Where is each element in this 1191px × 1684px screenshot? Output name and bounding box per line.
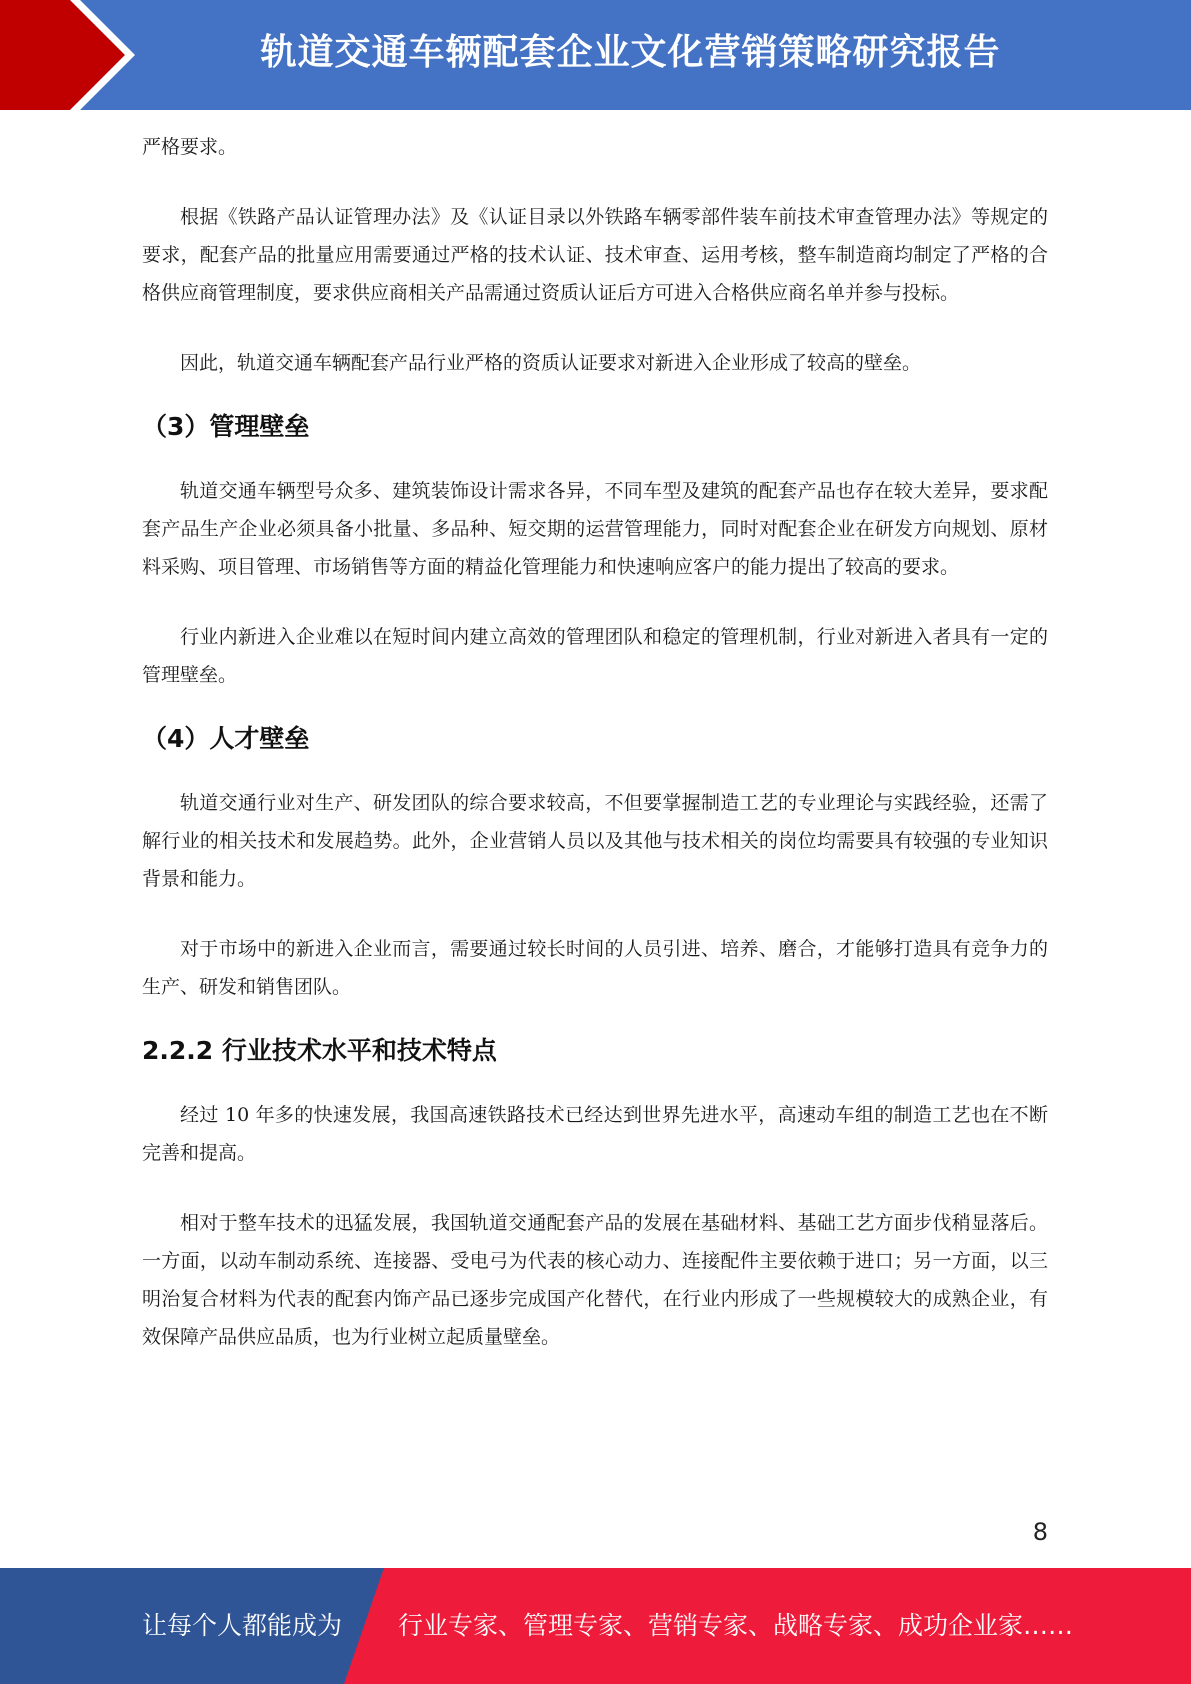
footer-slogan-right: 行业专家、管理专家、营销专家、战略专家、成功企业家…… — [398, 1611, 1074, 1640]
paragraph: 行业内新进入企业难以在短时间内建立高效的管理团队和稳定的管理机制，行业对新进入者具有一定的管理壁垒。 — [142, 626, 1048, 686]
page-number: 8 — [1032, 1518, 1048, 1546]
paragraph: 严格要求。 — [142, 136, 238, 158]
section-heading-management-barrier: （3）管理壁垒 — [142, 412, 310, 441]
page-header — [0, 0, 1191, 110]
section-heading-technology-level: 2.2.2 行业技术水平和技术特点 — [142, 1036, 497, 1065]
report-title: 轨道交通车辆配套企业文化营销策略研究报告 — [260, 32, 1001, 73]
paragraph: 相对于整车技术的迅猛发展，我国轨道交通配套产品的发展在基础材料、基础工艺方面步伐稍显落后。一方面，以动车制动系统、连接器、受电弓为代表的核心动力、连接配件主要依赖于进口；另一方面，以三明治复合材料为代表的配套内饰产品已逐步完成国产化替代，在行业内形成了一些规模较大的成熟企业，有效保障产品供应品质，也为行业树立起质量壁垒。 — [142, 1212, 1048, 1348]
paragraph: 轨道交通车辆型号众多、建筑装饰设计需求各异，不同车型及建筑的配套产品也存在较大差异，要求配套产品生产企业必须具备小批量、多品种、短交期的运营管理能力，同时对配套企业在研发方向规划、原材料采购、项目管理、市场销售等方面的精益化管理能力和快速响应客户的能力提出了较高的要求。 — [142, 480, 1048, 578]
chevron-arrow-icon — [0, 0, 160, 110]
paragraph: 对于市场中的新进入企业而言，需要通过较长时间的人员引进、培养、磨合，才能够打造具有竞争力的生产、研发和销售团队。 — [142, 938, 1048, 998]
page-footer — [0, 1568, 1191, 1684]
section-heading-talent-barrier: （4）人才壁垒 — [142, 724, 310, 753]
document-body — [142, 128, 1048, 1356]
footer-slogan-left: 让每个人都能成为 — [142, 1611, 343, 1640]
paragraph: 经过 10 年多的快速发展，我国高速铁路技术已经达到世界先进水平，高速动车组的制造工艺也在不断完善和提高。 — [142, 1104, 1048, 1164]
paragraph: 根据《铁路产品认证管理办法》及《认证目录以外铁路车辆零部件装车前技术审查管理办法》等规定的要求，配套产品的批量应用需要通过严格的技术认证、技术审查、运用考核，整车制造商均制定了严格的合格供应商管理制度，要求供应商相关产品需通过资质认证后方可进入合格供应商名单并参与投标。 — [142, 206, 1048, 304]
paragraph: 轨道交通行业对生产、研发团队的综合要求较高，不但要掌握制造工艺的专业理论与实践经验，还需了解行业的相关技术和发展趋势。此外，企业营销人员以及其他与技术相关的岗位均需要具有较强的专业知识背景和能力。 — [142, 792, 1048, 890]
paragraph: 因此，轨道交通车辆配套产品行业严格的资质认证要求对新进入企业形成了较高的壁垒。 — [180, 352, 922, 374]
